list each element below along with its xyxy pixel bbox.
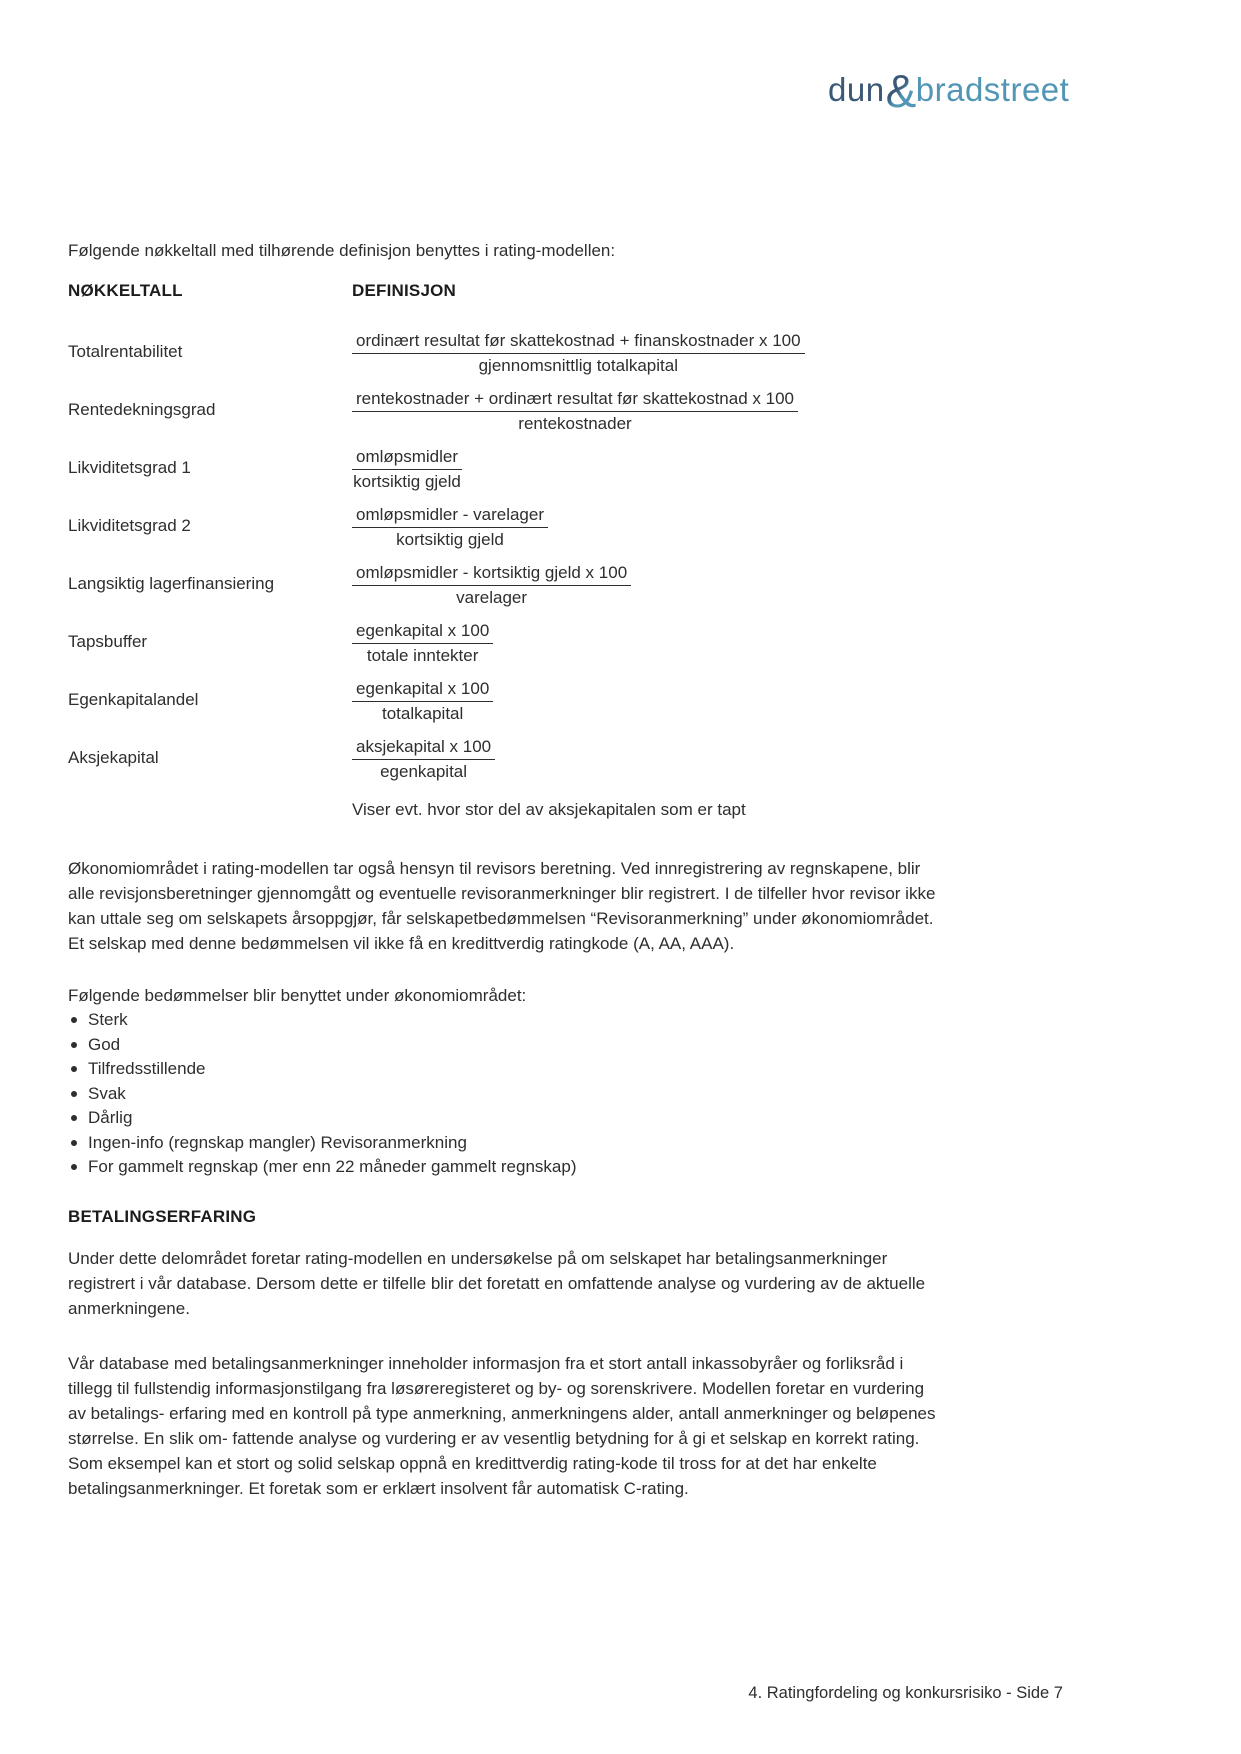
fraction-numerator: omløpsmidler - kortsiktig gjeld x 100 xyxy=(352,562,631,586)
ratio-label: Totalrentabilitet xyxy=(68,342,183,361)
list-item xyxy=(68,1131,944,1156)
table-row xyxy=(68,446,1058,493)
ratio-label: Likviditetsgrad 1 xyxy=(68,458,191,477)
ratio-label: Egenkapitalandel xyxy=(68,690,199,709)
bullet-icon xyxy=(71,1091,77,1097)
ratio-definition-fraction xyxy=(352,562,631,609)
fraction-denominator: totalkapital xyxy=(382,704,464,723)
list-item-label: Tilfredsstillende xyxy=(88,1059,206,1078)
paragraph-payment-experience-1: Under dette delområdet foretar rating-modellen en undersøkelse på om selskapet har betalingsanmerkninger registrert i vår database. Dersom dette er tilfelle blir det foretatt en omfattende analyse og vurdering av de aktuelle anmerkningene. xyxy=(68,1248,926,1318)
fraction-numerator: ordinært resultat før skattekostnad + finanskostnader x 100 xyxy=(352,330,805,354)
logo-text-dun: dun xyxy=(828,71,885,108)
column-header-nokkeltall: NØKKELTALL xyxy=(68,281,183,300)
list-intro-text: Følgende bedømmelser blir benyttet under økonomiområdet: xyxy=(68,986,527,1005)
intro-text: Følgende nøkkeltall med tilhørende definisjon benyttes i rating-modellen: xyxy=(68,241,616,260)
list-item xyxy=(68,1057,944,1082)
list-item xyxy=(68,1106,944,1131)
fraction-denominator: totale inntekter xyxy=(366,646,479,665)
ratio-definition-fraction xyxy=(352,678,493,725)
list-item-label: God xyxy=(88,1034,121,1054)
fraction-numerator: egenkapital x 100 xyxy=(352,620,493,644)
ratio-definition-fraction xyxy=(352,736,495,783)
fraction-numerator: omløpsmidler - varelager xyxy=(352,504,548,528)
table-row xyxy=(68,562,1058,609)
bullet-icon xyxy=(71,1066,77,1072)
paragraph-payment-experience-2: Vår database med betalingsanmerkninger inneholder informasjon fra et stort antall inkassobyråer og forliksråd i tillegg til fullstendig informasjonstilgang fra løsøreregisteret og by- og sorenskrivere. Modellen foretar en vurdering av betalings- erfaring med en kontroll på type anmerkning, anmerkningens alder, antall anmerkninger og beløpenes størrelse. En slik om- fattende analyse og vurdering er av vesentlig betydning for å gi et selskap en korrekt rating. Som eksempel kan et stort og solid selskap oppnå en kredittverdig rating-kode til tross for at det har enkelte betalingsanmerkninger. Et foretak som er erklært insolvent får automatisk C-rating. xyxy=(68,1353,936,1498)
fraction-denominator: egenkapital xyxy=(380,762,468,781)
bullet-icon xyxy=(71,1017,77,1023)
fraction-denominator: varelager xyxy=(456,588,528,607)
list-item-label: Svak xyxy=(88,1083,126,1103)
bullet-icon xyxy=(71,1164,77,1170)
section-heading-betalingserfaring: BETALINGSERFARING xyxy=(68,1206,257,1226)
page-footer: 4. Ratingfordeling og konkursrisiko - Side 7 xyxy=(748,1684,1063,1702)
bullet-icon xyxy=(71,1042,77,1048)
document-content xyxy=(68,0,1058,1501)
column-header-definisjon: DEFINISJON xyxy=(352,281,457,300)
ratio-definition-fraction xyxy=(352,446,462,493)
ratio-definition-fraction xyxy=(352,330,805,377)
assessment-list xyxy=(68,1008,944,1180)
ratio-definition-fraction xyxy=(352,620,493,667)
bullet-icon xyxy=(71,1140,77,1146)
ratio-table xyxy=(68,330,1058,822)
logo-ampersand-icon: & xyxy=(885,65,917,117)
fraction-numerator: egenkapital x 100 xyxy=(352,678,493,702)
bullet-icon xyxy=(71,1115,77,1121)
ratio-label: Aksjekapital xyxy=(68,748,159,767)
fraction-denominator: gjennomsnittlig totalkapital xyxy=(478,356,678,375)
table-row xyxy=(68,620,1058,667)
ratio-definition-fraction xyxy=(352,504,548,551)
table-row xyxy=(68,678,1058,725)
list-item xyxy=(68,1082,944,1107)
ratio-label: Tapsbuffer xyxy=(68,632,148,651)
list-item-label: Ingen-info (regnskap mangler) Revisoranmerkning xyxy=(88,1132,467,1152)
aksjekapital-note: Viser evt. hvor stor del av aksjekapitalen som er tapt xyxy=(352,800,746,819)
table-row xyxy=(68,388,1058,435)
fraction-denominator: rentekostnader xyxy=(518,414,632,433)
fraction-denominator: kortsiktig gjeld xyxy=(353,472,461,491)
fraction-denominator: kortsiktig gjeld xyxy=(396,530,504,549)
ratio-label: Likviditetsgrad 2 xyxy=(68,516,191,535)
paragraph-economy-area: Økonomiområdet i rating-modellen tar også hensyn til revisors beretning. Ved innregistrering av regnskapene, blir alle revisjonsberetninger gjennomgått og eventuelle revisoranmerkninger blir registrert. I de tilfeller hvor revisor ikke kan uttale seg om selskapets årsoppgjør, får selskapetbedømmelsen “Revisoranmerkning” under økonomiområdet. Et selskap med denne bedømmelsen vil ikke få en kredittverdig ratingkode (A, AA, AAA). xyxy=(68,859,936,953)
ratio-definition-fraction xyxy=(352,388,798,435)
list-item-label: For gammelt regnskap (mer enn 22 måneder gammelt regnskap) xyxy=(88,1157,577,1176)
list-item-label: Dårlig xyxy=(88,1108,133,1127)
logo-text-bradstreet: bradstreet xyxy=(915,71,1070,108)
table-row xyxy=(68,504,1058,551)
fraction-numerator: omløpsmidler xyxy=(352,446,462,470)
table-row xyxy=(68,330,1058,377)
ratio-label: Rentedekningsgrad xyxy=(68,400,216,419)
fraction-numerator: rentekostnader + ordinært resultat før skattekostnad x 100 xyxy=(352,388,798,412)
ratio-label: Langsiktig lagerfinansiering xyxy=(68,574,275,593)
list-item xyxy=(68,1033,944,1058)
fraction-numerator: aksjekapital x 100 xyxy=(352,736,495,760)
list-item xyxy=(68,1008,944,1033)
list-item xyxy=(68,1155,944,1180)
table-header-row xyxy=(68,278,1058,303)
table-row xyxy=(68,736,1058,783)
list-item-label: Sterk xyxy=(88,1010,128,1029)
